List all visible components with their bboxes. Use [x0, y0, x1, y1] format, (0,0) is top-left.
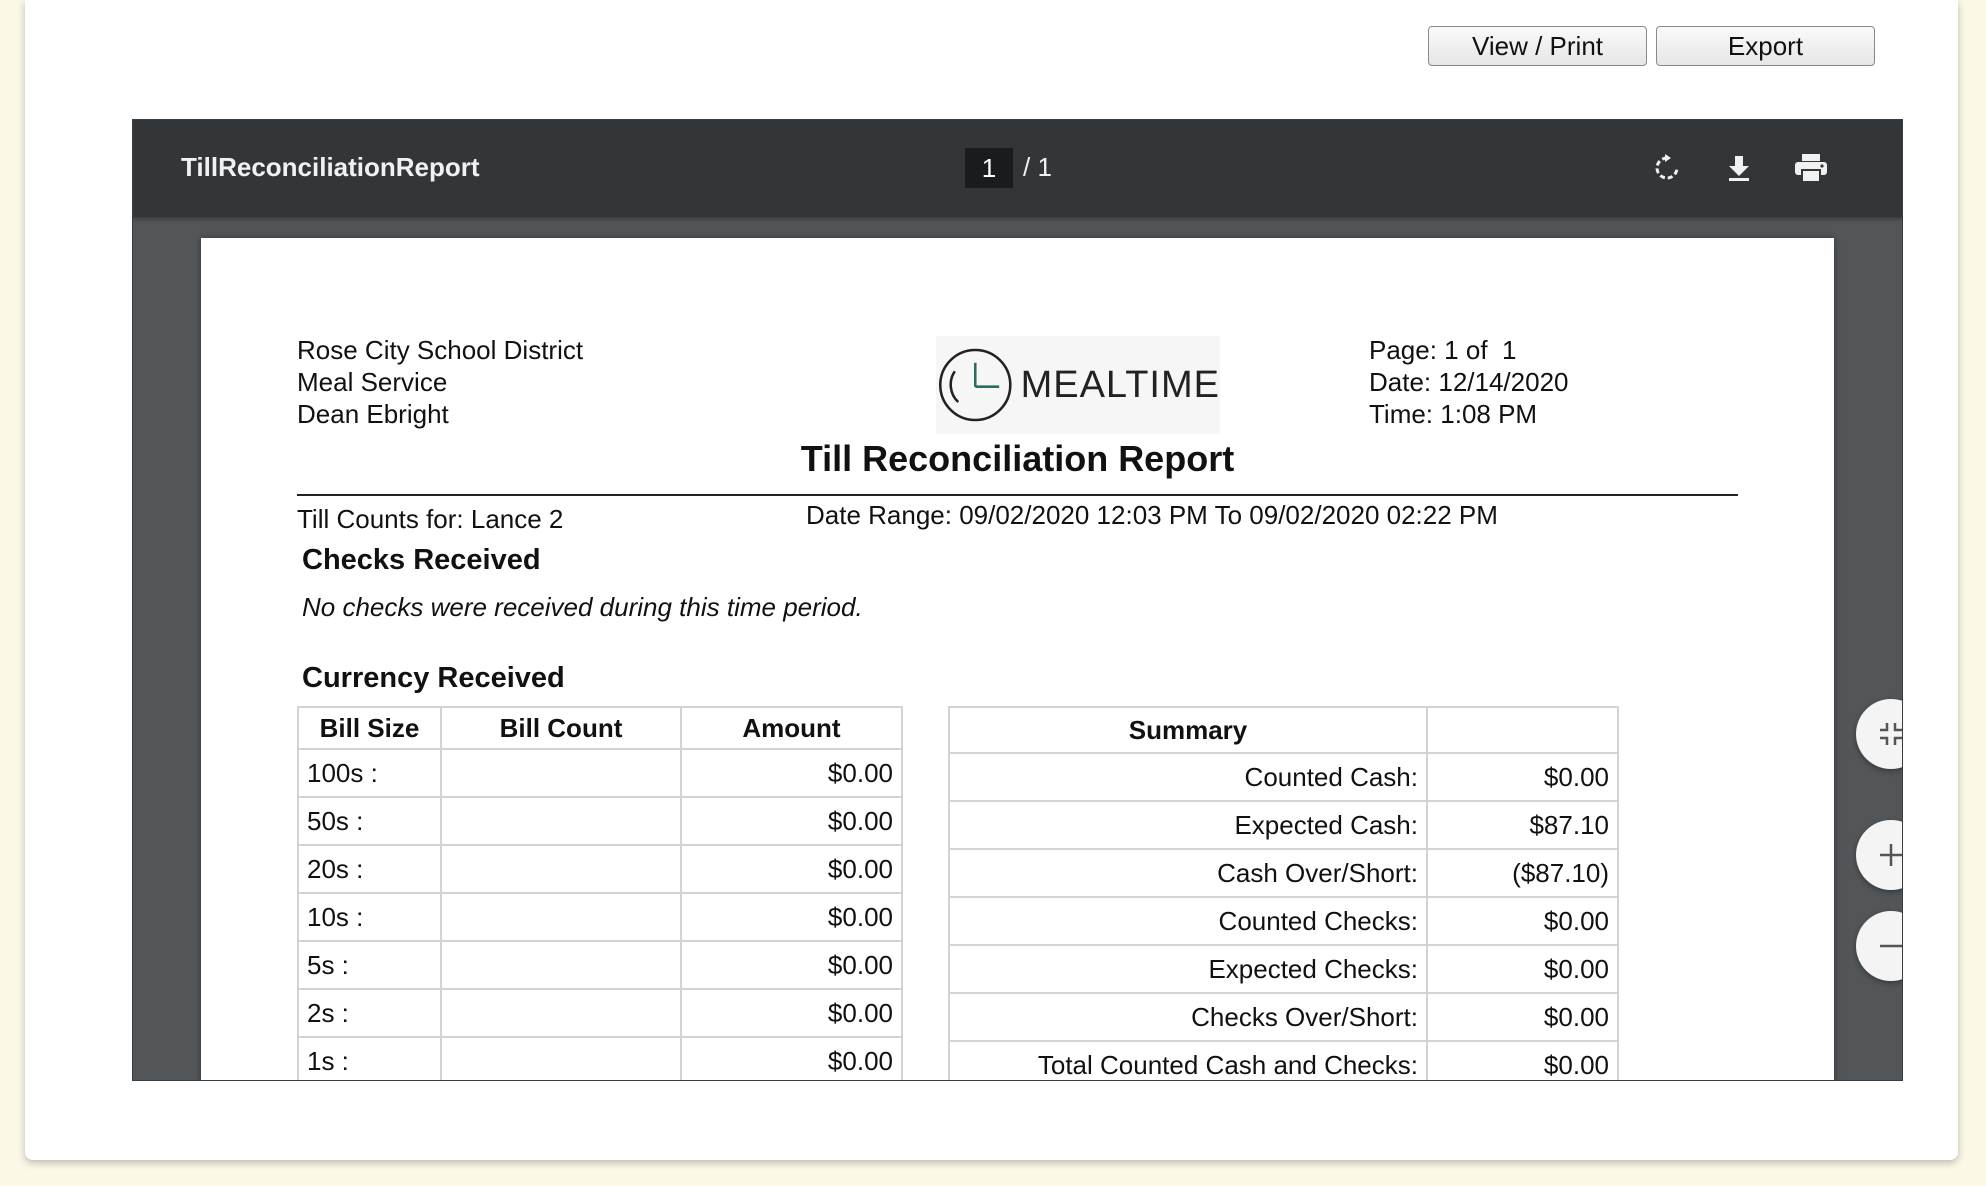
- checks-received-heading: Checks Received: [302, 544, 541, 576]
- column-header: Bill Size: [298, 707, 441, 749]
- table-row: [949, 993, 1618, 1041]
- table-row: [298, 797, 902, 845]
- bill-count-cell: [441, 797, 681, 845]
- report-meta: [1369, 334, 1569, 430]
- table-row: [949, 945, 1618, 993]
- table-row: [949, 1041, 1618, 1081]
- table-row: [949, 897, 1618, 945]
- summary-label-cell: Counted Cash:: [949, 753, 1427, 801]
- bill-count-cell: [441, 845, 681, 893]
- summary-value-cell: $0.00: [1427, 1041, 1618, 1081]
- table-row: [298, 845, 902, 893]
- currency-table: [297, 706, 903, 1081]
- bill-count-cell: [441, 893, 681, 941]
- no-checks-message: No checks were received during this time period.: [302, 592, 863, 622]
- column-header: [1427, 707, 1618, 753]
- bill-size-cell: 50s :: [298, 797, 441, 845]
- summary-value-cell: $87.10: [1427, 801, 1618, 849]
- zoom-out-icon: [1877, 932, 1903, 960]
- summary-value-cell: $0.00: [1427, 753, 1618, 801]
- table-row: [298, 941, 902, 989]
- bill-count-cell: [441, 941, 681, 989]
- bill-count-cell: [441, 989, 681, 1037]
- table-row: [298, 989, 902, 1037]
- bill-size-cell: 5s :: [298, 941, 441, 989]
- print-icon[interactable]: [1791, 148, 1831, 188]
- page-total: / 1: [1023, 152, 1052, 182]
- page-number-input[interactable]: 1: [965, 148, 1013, 188]
- table-row: [298, 1037, 902, 1081]
- bill-count-cell: [441, 749, 681, 797]
- summary-table: [948, 706, 1619, 1081]
- summary-label-cell: Cash Over/Short:: [949, 849, 1427, 897]
- user-name: Dean Ebright: [297, 399, 449, 429]
- pdf-document-title: TillReconciliationReport: [181, 152, 480, 182]
- pdf-page: [201, 238, 1834, 1081]
- fit-page-button[interactable]: [1856, 699, 1903, 769]
- column-header: Bill Count: [441, 707, 681, 749]
- table-row: [949, 753, 1618, 801]
- summary-value-cell: $0.00: [1427, 897, 1618, 945]
- summary-label-cell: Expected Checks:: [949, 945, 1427, 993]
- amount-cell: $0.00: [681, 845, 902, 893]
- bill-size-cell: 10s :: [298, 893, 441, 941]
- summary-label-cell: Checks Over/Short:: [949, 993, 1427, 1041]
- bill-size-cell: 100s :: [298, 749, 441, 797]
- report-title: Till Reconciliation Report: [800, 438, 1235, 479]
- mealtime-logo: [936, 336, 1220, 434]
- amount-cell: $0.00: [681, 989, 902, 1037]
- download-icon[interactable]: [1719, 148, 1759, 188]
- page-info: Page: 1 of 1: [1369, 335, 1517, 365]
- zoom-in-icon: [1877, 841, 1903, 869]
- department-name: Meal Service: [297, 367, 448, 397]
- pdf-viewer-toolbar: [133, 120, 1902, 217]
- rotate-icon[interactable]: [1647, 148, 1687, 188]
- report-card: [25, 0, 1958, 1160]
- zoom-in-button[interactable]: [1856, 820, 1903, 890]
- date-range: Date Range: 09/02/2020 12:03 PM To 09/02/2020 02:22 PM: [806, 500, 1498, 530]
- amount-cell: $0.00: [681, 749, 902, 797]
- report-time: Time: 1:08 PM: [1369, 399, 1538, 429]
- district-name: Rose City School District: [297, 335, 584, 365]
- amount-cell: $0.00: [681, 1037, 902, 1081]
- pdf-viewer: [132, 119, 1903, 1081]
- report-date: Date: 12/14/2020: [1369, 367, 1569, 397]
- amount-cell: $0.00: [681, 893, 902, 941]
- amount-cell: $0.00: [681, 797, 902, 845]
- bill-size-cell: 1s :: [298, 1037, 441, 1081]
- summary-label-cell: Total Counted Cash and Checks:: [949, 1041, 1427, 1081]
- organization-info: [297, 334, 583, 430]
- table-row: [949, 801, 1618, 849]
- till-counts-for: Till Counts for: Lance 2: [297, 504, 564, 534]
- summary-label-cell: Expected Cash:: [949, 801, 1427, 849]
- currency-received-heading: Currency Received: [302, 662, 565, 694]
- bill-count-cell: [441, 1037, 681, 1081]
- table-row: [298, 893, 902, 941]
- column-header: Summary: [949, 707, 1427, 753]
- bill-size-cell: 2s :: [298, 989, 441, 1037]
- table-row: [949, 849, 1618, 897]
- fit-page-icon: [1877, 720, 1903, 748]
- summary-value-cell: $0.00: [1427, 945, 1618, 993]
- column-header: Amount: [681, 707, 902, 749]
- zoom-out-button[interactable]: [1856, 911, 1903, 981]
- amount-cell: $0.00: [681, 941, 902, 989]
- logo-text: MEALTIME: [1020, 363, 1220, 406]
- export-button[interactable]: Export: [1656, 26, 1875, 66]
- table-row: [298, 749, 902, 797]
- bill-size-cell: 20s :: [298, 845, 441, 893]
- summary-value-cell: $0.00: [1427, 993, 1618, 1041]
- summary-label-cell: Counted Checks:: [949, 897, 1427, 945]
- summary-value-cell: ($87.10): [1427, 849, 1618, 897]
- clock-icon: [936, 339, 1015, 431]
- view-print-button[interactable]: View / Print: [1428, 26, 1647, 66]
- header-divider: [297, 494, 1738, 496]
